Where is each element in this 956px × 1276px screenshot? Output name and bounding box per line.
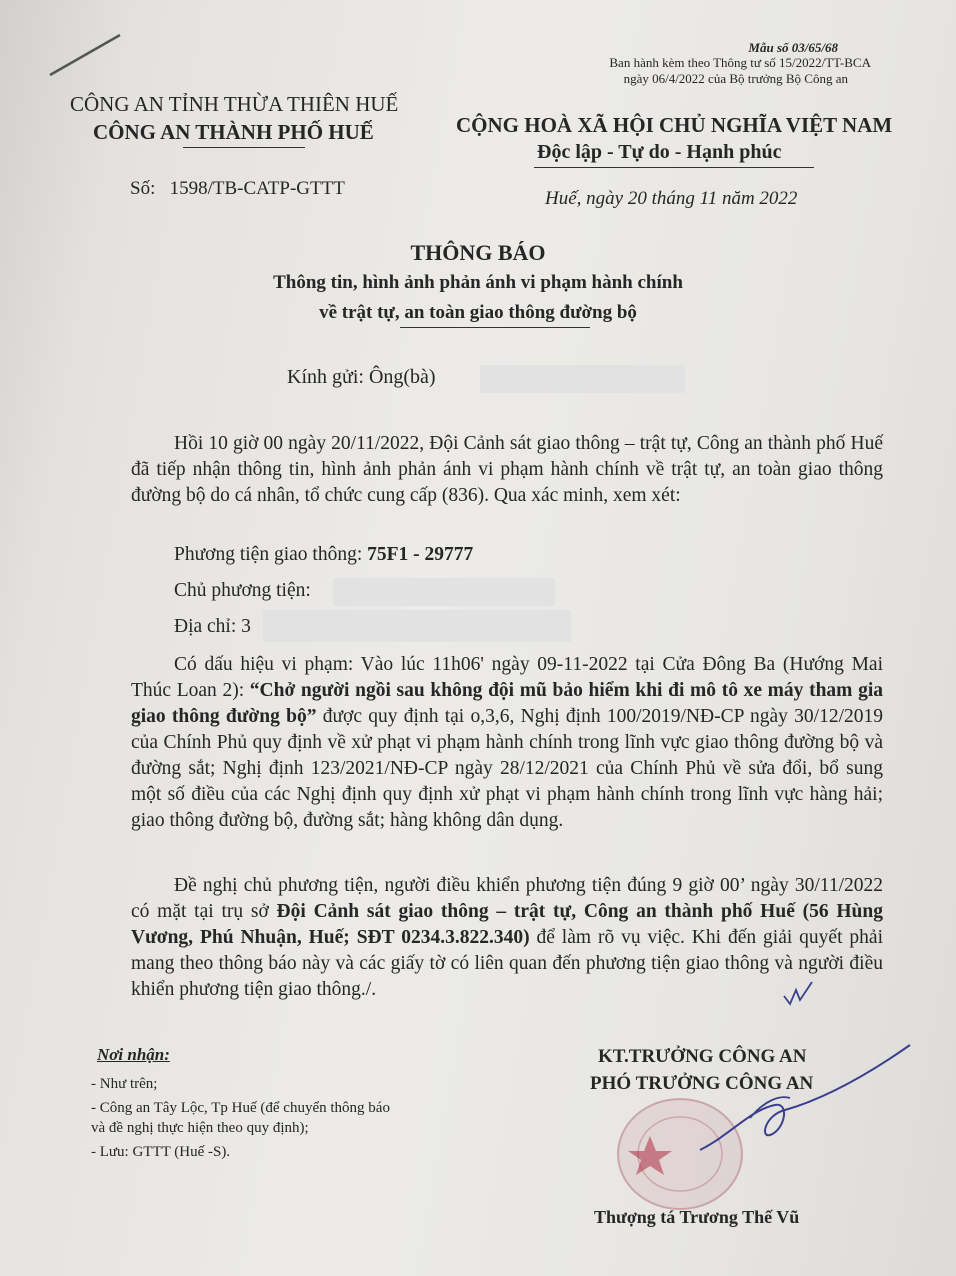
issuing-unit: CÔNG AN THÀNH PHỐ HUẾ (93, 120, 374, 144)
national-motto: Độc lập - Tự do - Hạnh phúc (537, 141, 782, 163)
recipient-item: và đề nghị thực hiện theo quy định); (91, 1120, 309, 1136)
pen-mark-icon (45, 30, 125, 80)
signature-icon (690, 1040, 930, 1180)
vehicle-line: Phương tiện giao thông: 75F1 - 29777 (174, 544, 474, 565)
form-number: Mẫu số 03/65/68 (748, 40, 838, 55)
redacted-owner (333, 578, 555, 606)
subtitle-underline (400, 327, 590, 328)
checkmark-icon (780, 978, 820, 1008)
document-subtitle-line-2: về trật tự, an toàn giao thông đường bộ (319, 302, 637, 323)
recipient-item: - Công an Tây Lộc, Tp Huế (để chuyển thông báo (91, 1100, 390, 1116)
redacted-address (263, 610, 571, 642)
document-subtitle-line-1: Thông tin, hình ảnh phản ánh vi phạm hành chính (273, 272, 683, 293)
national-title: CỘNG HOÀ XÃ HỘI CHỦ NGHĨA VIỆT NAM (456, 113, 893, 137)
recipient-item: - Như trên; (91, 1076, 158, 1092)
unit-underline (183, 147, 305, 148)
recipients-heading: Nơi nhận: (97, 1045, 170, 1064)
violation-paragraph: Có dấu hiệu vi phạm: Vào lúc 11h06' ngày 09-11-2022 tại Cửa Đông Ba (Hướng Mai Thúc Loan 2): “Chở người ngồi sau không đội mũ bảo hiểm khi đi mô tô xe máy tham gia giao thông đường bộ” được quy định tại o,3,6, Nghị định 100/2019/NĐ-CP ngày 30/12/2019 của Chính Phủ quy định về xử phạt vi phạm hành chính trong lĩnh vực giao thông đường bộ và đường sắt; Nghị định 123/2021/NĐ-CP ngày 28/12/2021 của Chính Phủ về sửa đổi, bổ sung một số điều của các Nghị định quy định xử phạt vi phạm hành chính trong lĩnh vực hàng hải; giao thông đường bộ, đường sắt; hàng không dân dụng. (131, 654, 883, 831)
document-number: Số: 1598/TB-CATP-GTTT (130, 178, 345, 199)
recipient-item: - Lưu: GTTT (Huế -S). (91, 1144, 231, 1160)
signer-title-2: PHÓ TRƯỞNG CÔNG AN (590, 1073, 814, 1094)
document-title: THÔNG BÁO (410, 240, 546, 265)
recipient-line: Kính gửi: Ông(bà) (287, 366, 436, 388)
form-issued-line-1: Ban hành kèm theo Thông tư số 15/2022/TT-BCA (609, 55, 871, 70)
document-date: Huế, ngày 20 tháng 11 năm 2022 (545, 188, 798, 209)
signer-title-1: KT.TRƯỞNG CÔNG AN (598, 1046, 807, 1067)
intro-paragraph: Hồi 10 giờ 00 ngày 20/11/2022, Đội Cảnh sát giao thông – trật tự, Công an thành phố Huế đã tiếp nhận thông tin, hình ảnh phản ánh vi phạm hành chính về trật tự, an toàn giao thông đường bộ do cá nhân, tổ chức cung cấp (836). Qua xác minh, xem xét: (131, 433, 883, 506)
redacted-recipient (480, 365, 685, 393)
owner-line: Chủ phương tiện: (174, 580, 311, 601)
motto-underline (534, 167, 814, 168)
signer-name: Thượng tá Trương Thế Vũ (594, 1207, 800, 1227)
issuing-authority: CÔNG AN TỈNH THỪA THIÊN HUẾ (70, 92, 399, 116)
request-paragraph: Đề nghị chủ phương tiện, người điều khiển phương tiện đúng 9 giờ 00’ ngày 30/11/2022 có mặt tại trụ sở Đội Cảnh sát giao thông – trật tự, Công an thành phố Huế (56 Hùng Vương, Phú Nhuận, Huế; SĐT 0234.3.822.340) để làm rõ vụ việc. Khi đến giải quyết phải mang theo thông báo này và các giấy tờ có liên quan đến phương tiện giao thông và người điều khiển phương tiện giao thông./. (131, 875, 883, 1000)
form-issued-line-2: ngày 06/4/2022 của Bộ trưởng Bộ Công an (623, 71, 848, 86)
address-line: Địa chỉ: 3 (174, 616, 251, 637)
